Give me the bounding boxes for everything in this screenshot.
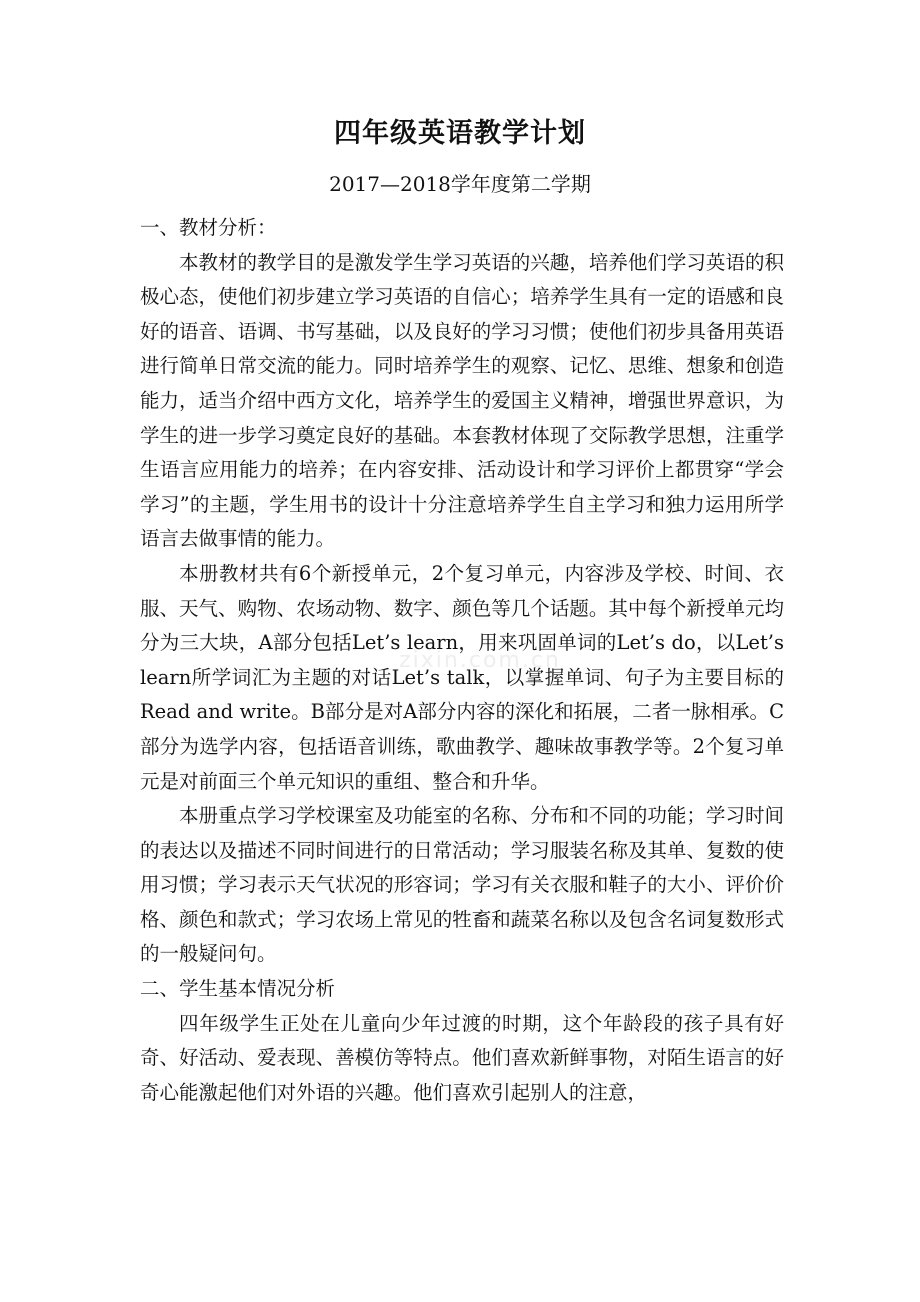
document-title: 四年级英语教学计划 bbox=[334, 118, 586, 149]
paragraph: 四年级学生正处在儿童向少年过渡的时期，这个年龄段的孩子具有好奇、好活动、爱表现、善模仿等特点。他们喜欢新鲜事物，对陌生语言的好奇心能激起他们对外语的兴趣。他们喜欢引起别人的注意， bbox=[140, 1011, 784, 1104]
watermark: zixin.com.cn bbox=[399, 648, 561, 673]
paragraph: 本册教材共有6个新授单元，2个复习单元，内容涉及学校、时间、衣服、天气、购物、农场动物、数字、颜色等几个话题。其中每个新授单元均分为三大块，A部分包括Let’s learn，用来巩固单词的Let’s do，以Let’s learn所学词汇为主题的对话Let’s talk，以掌握单词、句子为主要目标的Read and write。B部分是对A部分内容的深化和拓展，二者一脉相承。C部分为选学内容，包括语音训练，歌曲教学、趣味故事教学等。2个复习单元是对前面三个单元知识的重组、整合和升华。 bbox=[140, 561, 784, 793]
section-heading-student-analysis: 二、学生基本情况分析 bbox=[140, 977, 336, 1001]
paragraph: 本册重点学习学校课室及功能室的名称、分布和不同的功能；学习时间的表达以及描述不同时间进行的日常活动；学习服装名称及其单、复数的使用习惯；学习表示天气状况的形容词；学习有关衣服和鞋子的大小、评价价格、颜色和款式；学习农场上常见的牲畜和蔬菜名称以及包含名词复数形式的一般疑问句。 bbox=[140, 804, 784, 966]
paragraph: 本教材的教学目的是激发学生学习英语的兴趣，培养他们学习英语的积极心态，使他们初步建立学习英语的自信心；培养学生具有一定的语感和良好的语音、语调、书写基础，以及良好的学习习惯；使他们初步具备用英语进行简单日常交流的能力。同时培养学生的观察、记忆、思维、想象和创造能力，适当介绍中西方文化，培养学生的爱国主义精神，增强世界意识，为学生的进一步学习奠定良好的基础。本套教材体现了交际教学思想，注重学生语言应用能力的培养；在内容安排、活动设计和学习评价上都贯穿“学会学习”的主题，学生用书的设计十分注意培养学生自主学习和独力运用所学语言去做事情的能力。 bbox=[140, 250, 784, 551]
document-subtitle: 2017—2018学年度第二学期 bbox=[329, 172, 591, 196]
section-heading-textbook-analysis: 一、教材分析： bbox=[140, 216, 277, 239]
document-body bbox=[140, 211, 784, 1110]
